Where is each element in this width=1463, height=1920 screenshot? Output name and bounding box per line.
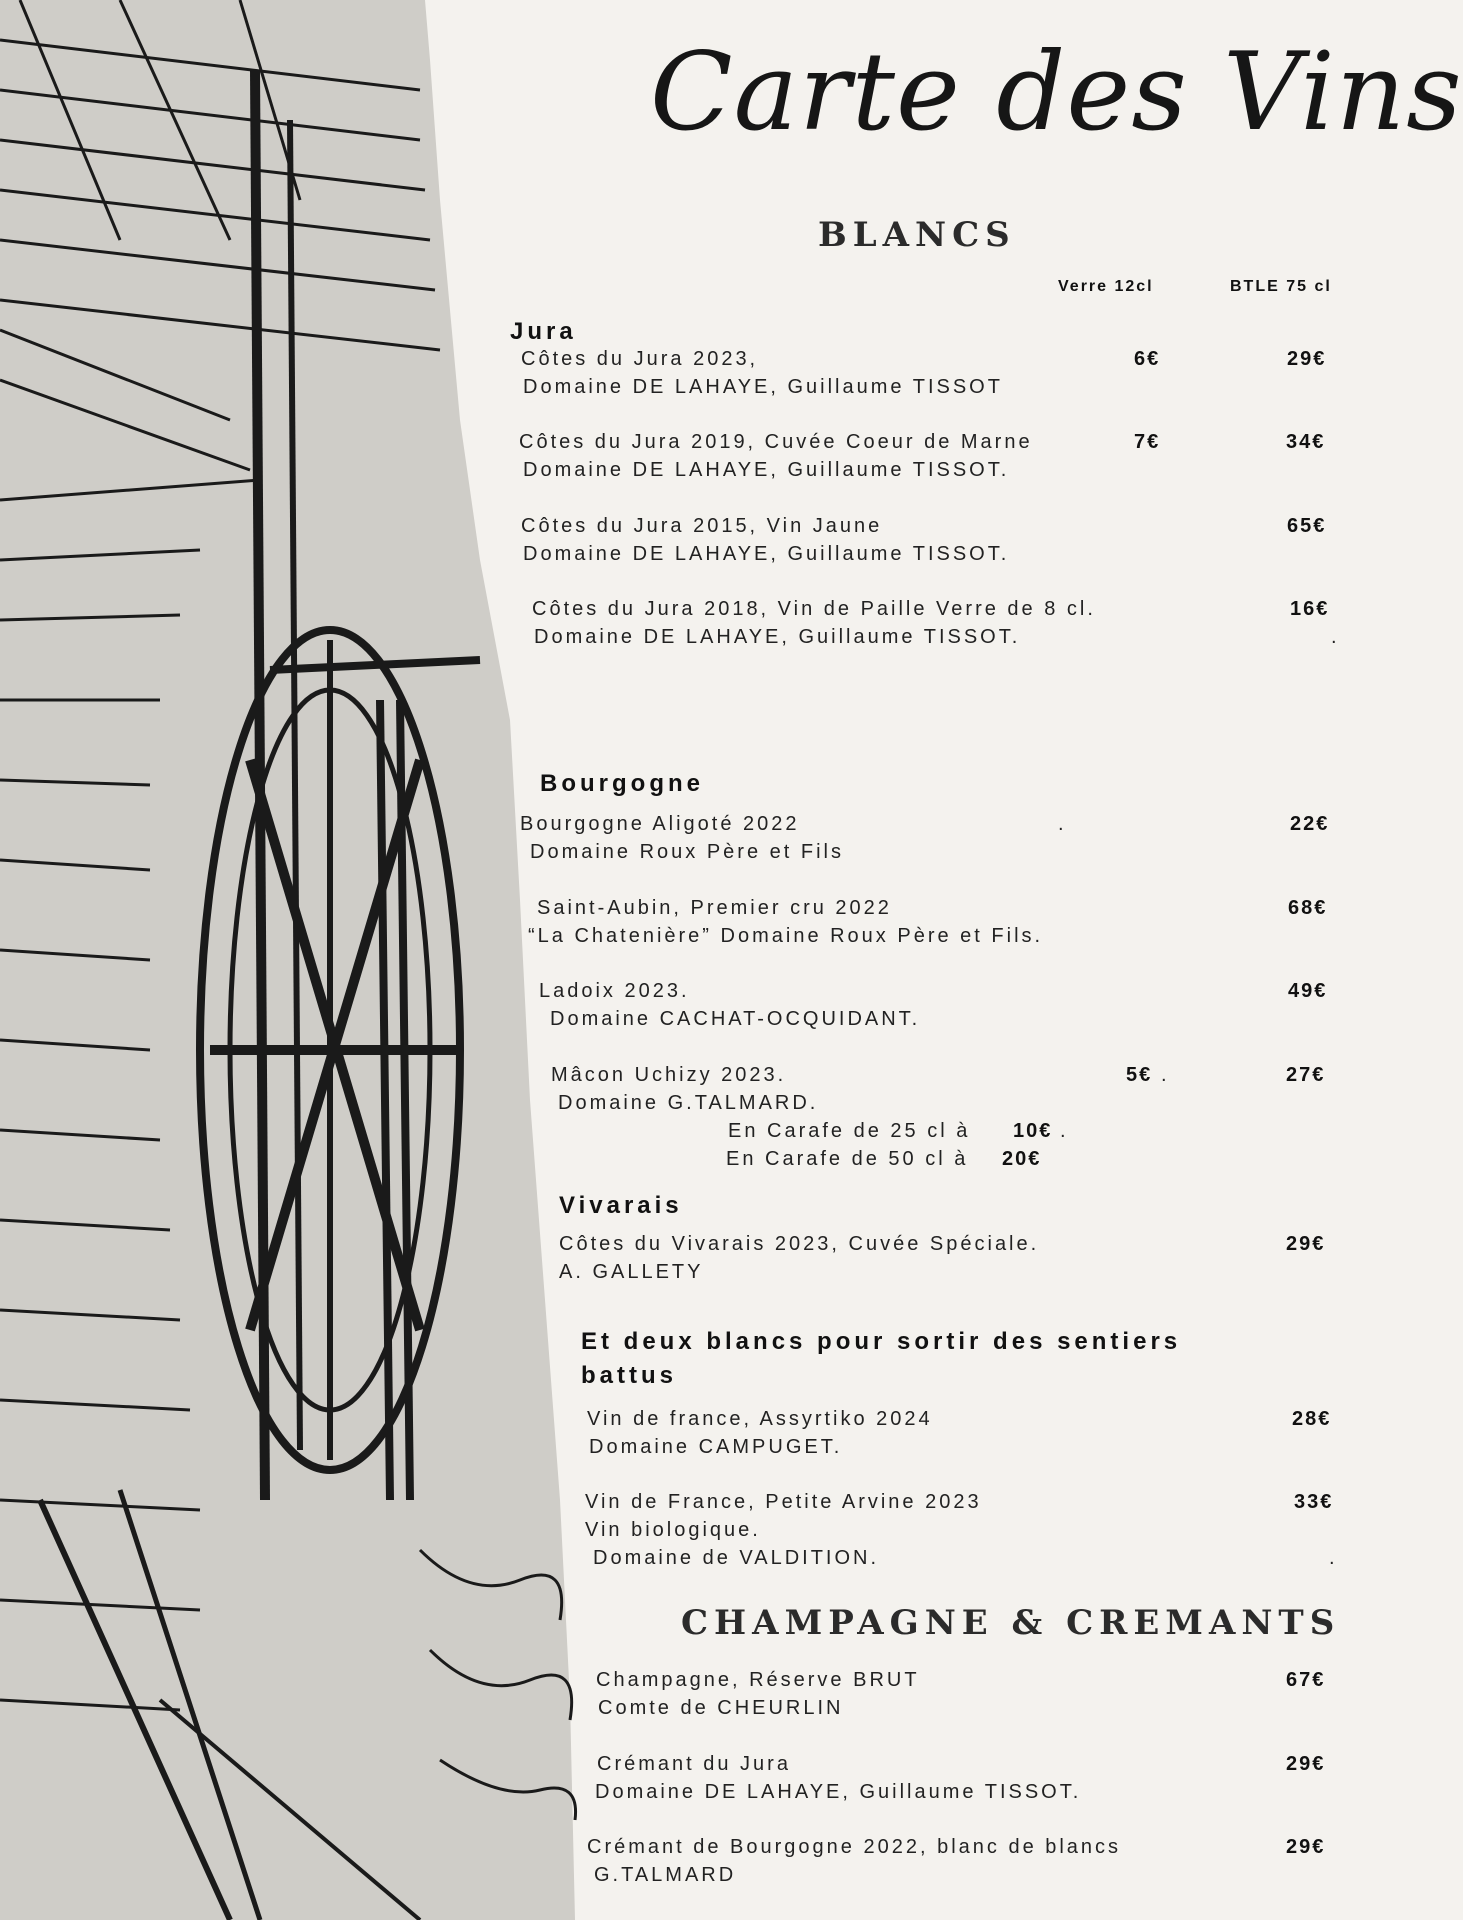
water-wheel-illustration <box>0 0 580 1920</box>
bottle-price: 27€ <box>1286 1064 1326 1086</box>
section-heading-champagne: CHAMPAGNE & CREMANTS <box>681 1603 1341 1643</box>
bottle-price: 65€ <box>1287 515 1327 537</box>
glass-price: 6€ <box>1134 348 1161 370</box>
bottle-price: 29€ <box>1286 1836 1326 1858</box>
column-header-glass: Verre 12cl <box>1058 278 1154 295</box>
wine-name: Ladoix 2023. <box>539 980 690 1002</box>
bottle-price: 28€ <box>1292 1408 1332 1430</box>
bottle-price: 49€ <box>1288 980 1328 1002</box>
wine-producer: Domaine DE LAHAYE, Guillaume TISSOT. <box>523 543 1010 565</box>
wine-name: Côtes du Jura 2023, <box>521 348 759 370</box>
wine-name: Côtes du Jura 2015, Vin Jaune <box>521 515 883 537</box>
wine-producer: Domaine CACHAT-OCQUIDANT. <box>550 1008 921 1030</box>
wine-producer: Domaine DE LAHAYE, Guillaume TISSOT. <box>523 459 1010 481</box>
bottle-price: 34€ <box>1286 431 1326 453</box>
region-heading-bourgogne: Bourgogne <box>540 770 704 797</box>
wine-producer: Domaine Roux Père et Fils <box>530 841 844 863</box>
glass-price: 5€ <box>1126 1064 1153 1086</box>
region-heading-autres: Et deux blancs pour sortir des sentiers battus <box>581 1328 1182 1389</box>
wine-name: Côtes du Jura 2019, Cuvée Coeur de Marne <box>519 431 1033 453</box>
bottle-price: 67€ <box>1286 1669 1326 1691</box>
bottle-price: 29€ <box>1286 1233 1326 1255</box>
dot-mark: . <box>1329 1547 1335 1569</box>
bottle-price: 68€ <box>1288 897 1328 919</box>
carafe-50-price: 20€ <box>1002 1148 1042 1170</box>
wine-producer: Domaine de VALDITION. <box>593 1547 880 1569</box>
wine-producer: Domaine CAMPUGET. <box>589 1436 843 1458</box>
dot-mark: . <box>1060 1120 1066 1142</box>
wine-name: Saint-Aubin, Premier cru 2022 <box>537 897 892 919</box>
section-heading-blancs: BLANCS <box>818 215 1016 255</box>
region-heading-jura: Jura <box>510 318 577 345</box>
wine-name: Crémant du Jura <box>597 1753 791 1775</box>
page-title: Carte des Vins <box>650 30 1463 155</box>
wine-name: Vin de france, Assyrtiko 2024 <box>587 1408 933 1430</box>
wine-producer: Domaine DE LAHAYE, Guillaume TISSOT. <box>534 626 1021 648</box>
wine-name: Bourgogne Aligoté 2022 <box>520 813 800 835</box>
dot-mark: . <box>1161 1064 1167 1086</box>
wine-note: Vin biologique. <box>585 1519 761 1541</box>
wine-producer: Comte de CHEURLIN <box>598 1697 844 1719</box>
bottle-price: 29€ <box>1287 348 1327 370</box>
wine-name: Crémant de Bourgogne 2022, blanc de blancs <box>587 1836 1122 1858</box>
dot-mark: . <box>1058 813 1064 835</box>
wine-producer: A. GALLETY <box>559 1261 704 1283</box>
carafe-25-price: 10€ <box>1013 1120 1053 1142</box>
column-header-bottle: BTLE 75 cl <box>1230 278 1332 295</box>
region-heading-vivarais: Vivarais <box>559 1192 683 1219</box>
dot-mark: . <box>1331 626 1337 648</box>
wine-producer: Domaine DE LAHAYE, Guillaume TISSOT. <box>595 1781 1082 1803</box>
wine-producer: Domaine G.TALMARD. <box>558 1092 819 1114</box>
carafe-25-label: En Carafe de 25 cl à <box>728 1120 971 1142</box>
wine-name: Mâcon Uchizy 2023. <box>551 1064 787 1086</box>
wine-producer: Domaine DE LAHAYE, Guillaume TISSOT <box>523 376 1003 398</box>
wine-producer: G.TALMARD <box>594 1864 737 1886</box>
glass-price: 7€ <box>1134 431 1161 453</box>
wine-producer: “La Chatenière” Domaine Roux Père et Fils. <box>528 925 1044 947</box>
wine-name: Vin de France, Petite Arvine 2023 <box>585 1491 982 1513</box>
bottle-price: 22€ <box>1290 813 1330 835</box>
bottle-price: 33€ <box>1294 1491 1334 1513</box>
wine-name: Côtes du Vivarais 2023, Cuvée Spéciale. <box>559 1233 1040 1255</box>
bottle-price: 29€ <box>1286 1753 1326 1775</box>
wine-name: Côtes du Jura 2018, Vin de Paille Verre de 8 cl. <box>532 598 1096 620</box>
bottle-price: 16€ <box>1290 598 1330 620</box>
carafe-50-label: En Carafe de 50 cl à <box>726 1148 969 1170</box>
wine-name: Champagne, Réserve BRUT <box>596 1669 920 1691</box>
